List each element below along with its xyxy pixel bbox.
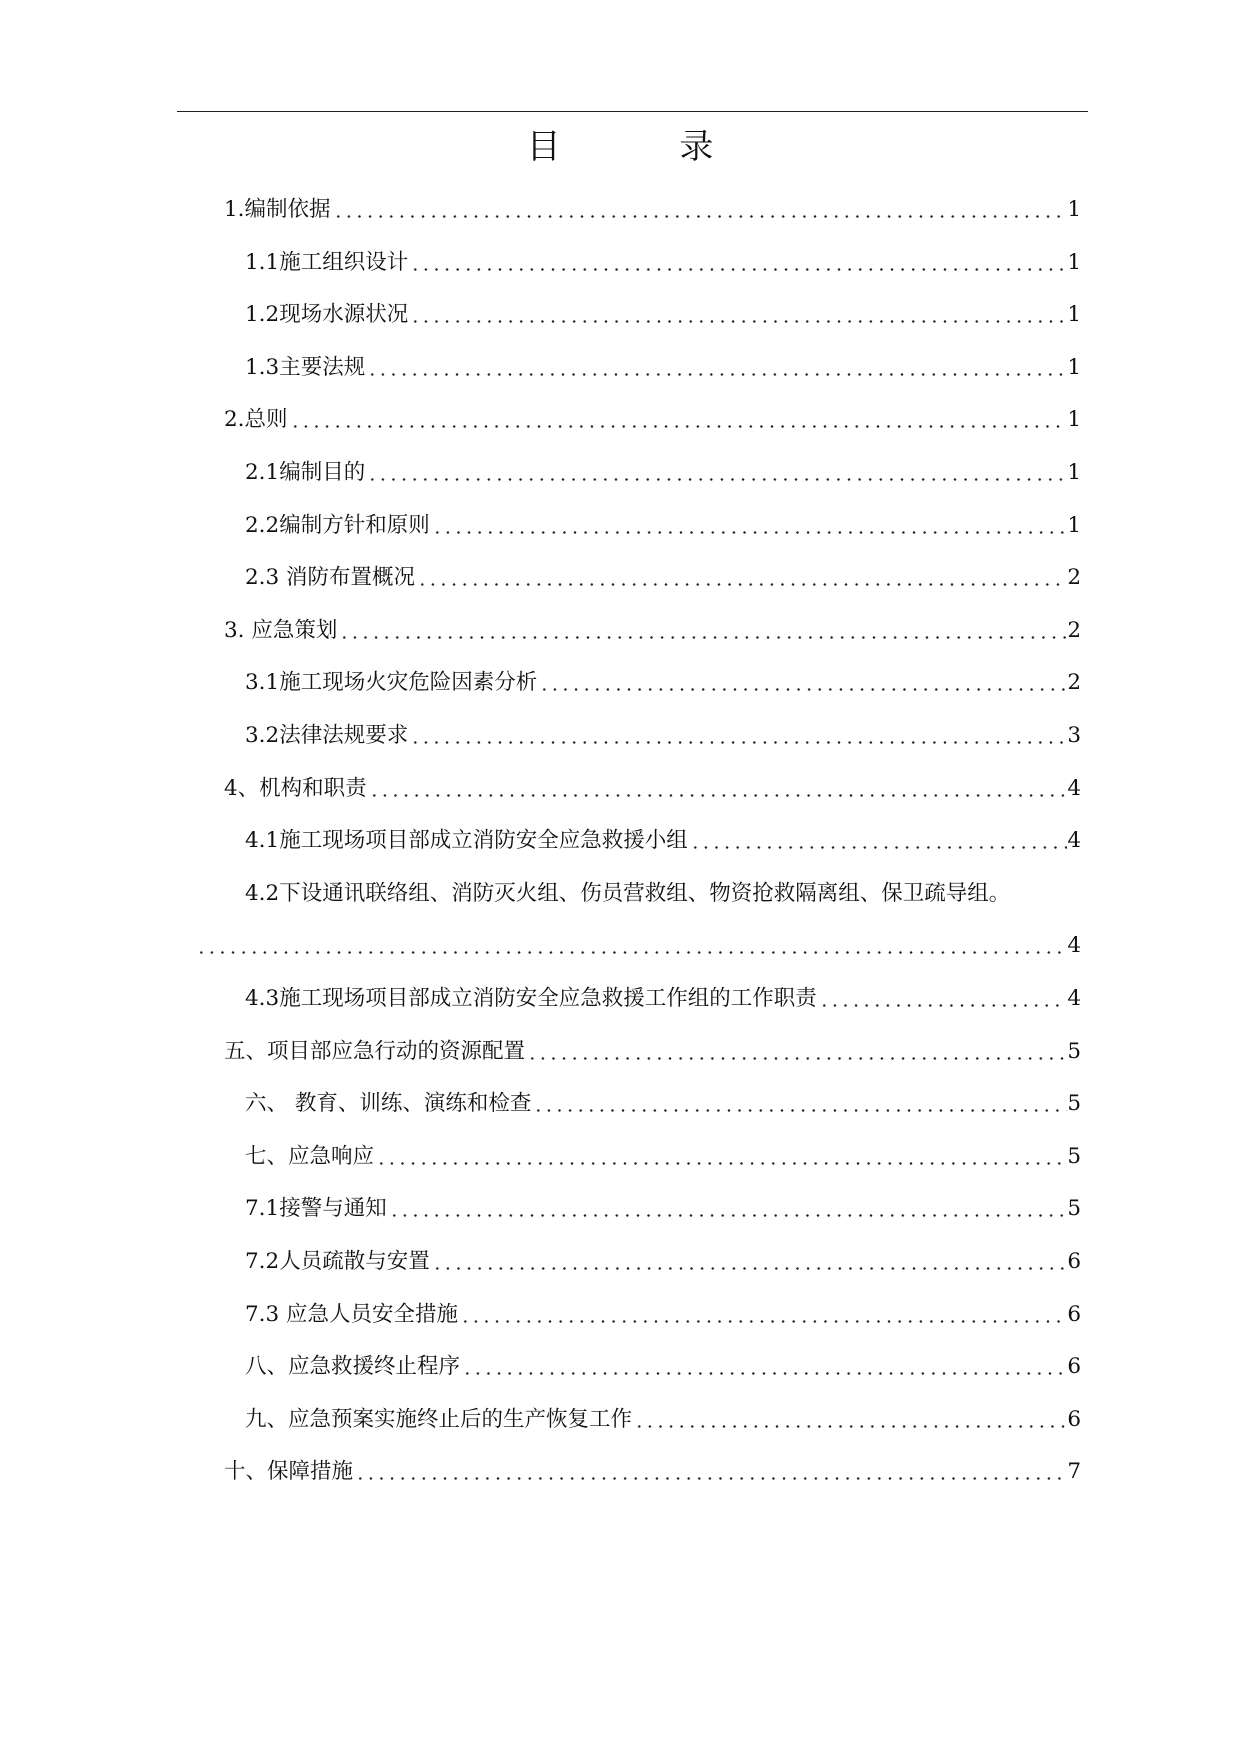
toc-page-number: 4	[1067, 775, 1081, 801]
toc-entry-text: 7.1接警与通知	[245, 1196, 387, 1222]
toc-page-number: 1	[1067, 302, 1081, 328]
toc-title: 目 录	[526, 127, 768, 167]
toc-page-number: 6	[1067, 1406, 1081, 1432]
toc-entry-text: 1.3主要法规	[245, 354, 366, 380]
toc-leader-dots	[539, 666, 1067, 700]
toc-entry[interactable]	[224, 1445, 1081, 1489]
toc-entry-text: 3.2法律法规要求	[245, 723, 409, 748]
toc-page-number: 4	[1067, 986, 1081, 1011]
toc-page-number: 2	[1067, 565, 1081, 591]
toc-leader-dots	[410, 719, 1067, 753]
toc-leader-dots	[376, 1140, 1067, 1174]
toc-leader-dots	[410, 298, 1067, 332]
toc-entry[interactable]	[245, 551, 1081, 595]
toc-leader-dots	[432, 509, 1067, 543]
toc-entry[interactable]	[224, 393, 1081, 437]
toc-leader-dots	[462, 1350, 1067, 1384]
toc-page-number: 2	[1067, 670, 1081, 696]
toc-entry[interactable]	[224, 604, 1081, 648]
toc-entry-text: 八、应急救援终止程序	[245, 1354, 461, 1380]
toc-entry[interactable]	[245, 1077, 1081, 1121]
toc-entry[interactable]	[224, 1025, 1081, 1069]
toc-leader-dots	[333, 193, 1067, 227]
toc-leader-dots	[432, 1245, 1067, 1279]
toc-entry-text: 4、机构和职责	[224, 775, 367, 801]
header-rule	[177, 111, 1088, 112]
toc-entry[interactable]	[245, 499, 1081, 543]
toc-entry[interactable]	[245, 341, 1081, 385]
toc-entry[interactable]	[245, 1130, 1081, 1174]
toc-entry-text: 2.3 消防布置概况	[245, 565, 416, 591]
toc-entry-text: 1.2现场水源状况	[245, 302, 409, 328]
toc-entry-text: 3.1施工现场火灾危险因素分析	[245, 670, 538, 696]
toc-entry-text: 2.总则	[224, 407, 288, 433]
toc-leader-dots	[290, 403, 1067, 437]
toc-entry-text: 七、应急响应	[245, 1143, 375, 1169]
toc-page-number: 6	[1067, 1301, 1081, 1327]
toc-page-number: 1	[1067, 407, 1081, 433]
toc-page-number: 1	[1067, 460, 1081, 485]
toc-leader-dots	[339, 614, 1067, 648]
toc-page-number: 5	[1067, 1143, 1081, 1169]
toc-page-number: 5	[1067, 1196, 1081, 1222]
toc-entry[interactable]	[245, 656, 1081, 700]
toc-entry-text: 7.3 应急人员安全措施	[245, 1301, 459, 1327]
toc-leader-dots	[367, 456, 1067, 490]
toc-entry-text: 4.2下设通讯联络组、消防灭火组、伤员营救组、物资抢救隔离组、保卫疏导组。	[245, 880, 1011, 906]
toc-entry[interactable]	[224, 183, 1081, 227]
toc-entry-text: 2.1编制目的	[245, 460, 366, 485]
toc-page-number: 1	[1067, 249, 1081, 275]
toc-leader-dots	[367, 351, 1067, 385]
toc-entry-text: 九、应急预案实施终止后的生产恢复工作	[245, 1406, 633, 1432]
toc-entry[interactable]	[245, 814, 1081, 858]
toc-entry[interactable]	[245, 1288, 1081, 1332]
toc-leader-dots	[690, 824, 1067, 858]
toc-entry[interactable]	[245, 1182, 1081, 1226]
toc-entry-text: 十、保障措施	[224, 1459, 354, 1485]
toc-page-number: 2	[1067, 617, 1081, 643]
toc-page-number: 1	[1067, 354, 1081, 380]
toc-page-number: 1	[1067, 197, 1081, 222]
toc-entry-text: 五、项目部应急行动的资源配置	[224, 1038, 526, 1064]
toc-page-number: 5	[1067, 1038, 1081, 1064]
toc-entry-text: 4.3施工现场项目部成立消防安全应急救援工作组的工作职责	[245, 986, 817, 1011]
toc-entry[interactable]	[245, 867, 1081, 911]
toc-page-number: 3	[1067, 723, 1081, 748]
toc-entry[interactable]	[245, 1340, 1081, 1384]
toc-page-number: 7	[1067, 1459, 1081, 1485]
toc-entry-text: 六、 教育、训练、演练和检查	[245, 1091, 532, 1117]
toc-page-number: 6	[1067, 1354, 1081, 1380]
toc-page-number: 4	[1067, 828, 1081, 854]
toc-leader-dots	[369, 772, 1067, 806]
toc-entry[interactable]	[245, 1393, 1081, 1437]
toc-leader-dots	[417, 561, 1067, 595]
toc-leader-dots	[634, 1403, 1067, 1437]
toc-entry-text: 4.1施工现场项目部成立消防安全应急救援小组	[245, 828, 688, 854]
toc-entry[interactable]	[245, 288, 1081, 332]
toc-entry-text: 1.1施工组织设计	[245, 249, 409, 275]
toc-leader-dots	[196, 929, 1067, 963]
toc-entry-text: 2.2编制方针和原则	[245, 512, 430, 538]
toc-leader-dots	[355, 1455, 1067, 1489]
toc-entry-continuation[interactable]	[196, 919, 1081, 963]
toc-page-number: 6	[1067, 1249, 1081, 1274]
toc-entry[interactable]	[245, 446, 1081, 490]
toc-entry[interactable]	[245, 236, 1081, 280]
toc-leader-dots	[389, 1192, 1067, 1226]
toc-entry[interactable]	[224, 762, 1081, 806]
toc-page-number: 1	[1067, 512, 1081, 538]
toc-entry-text: 3. 应急策划	[224, 617, 338, 643]
toc-leader-dots	[533, 1087, 1067, 1121]
toc-entry[interactable]	[245, 1235, 1081, 1279]
toc-entry[interactable]	[245, 972, 1081, 1016]
toc-leader-dots	[819, 982, 1067, 1016]
toc-entry-text: 7.2人员疏散与安置	[245, 1249, 430, 1274]
toc-entry[interactable]	[245, 709, 1081, 753]
toc-leader-dots	[460, 1298, 1067, 1332]
toc-page-number: 4	[1067, 933, 1081, 959]
toc-page-number: 5	[1067, 1091, 1081, 1117]
toc-entry-text: 1.编制依据	[224, 197, 331, 222]
toc-leader-dots	[527, 1035, 1067, 1069]
toc-leader-dots	[410, 246, 1067, 280]
